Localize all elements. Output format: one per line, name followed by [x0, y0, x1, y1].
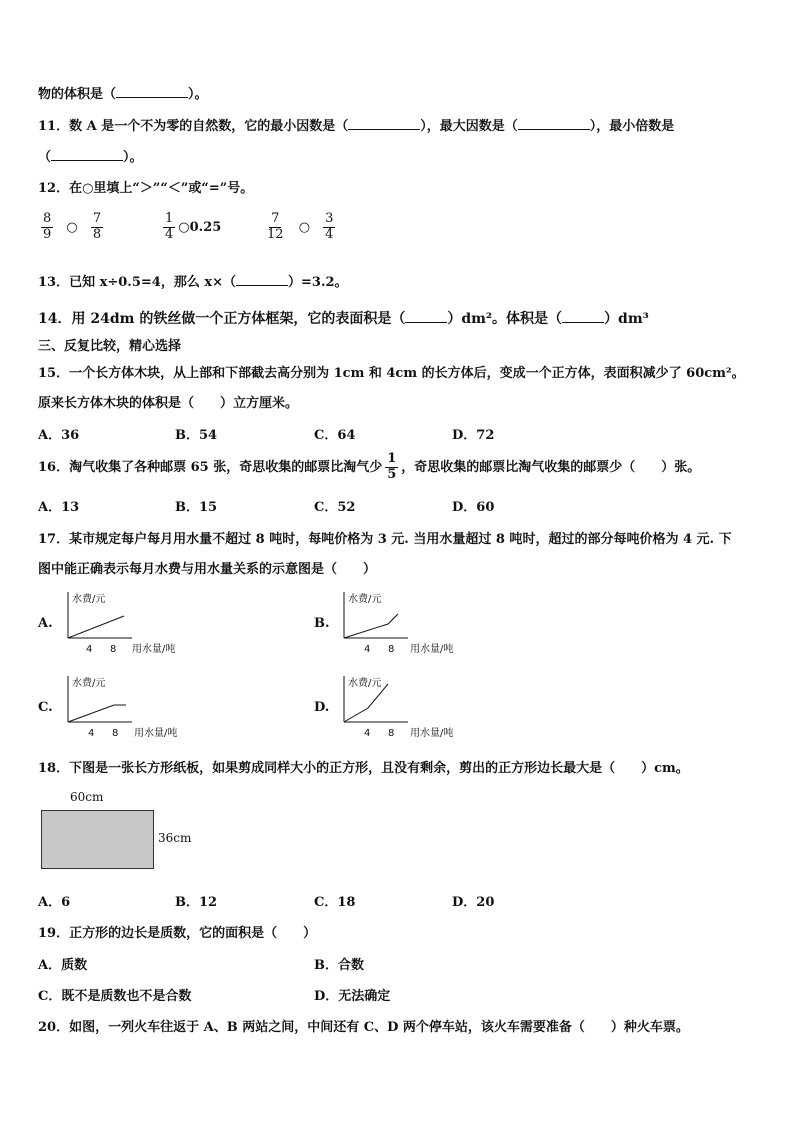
- option-a[interactable]: A．质数: [38, 958, 88, 973]
- option-d[interactable]: D．无法确定: [314, 989, 391, 1004]
- option-a[interactable]: A.: [38, 616, 53, 631]
- y-axis-label: 水费/元: [348, 594, 382, 605]
- question-15: 15．一个长方体木块，从上部和下部截去高分别为 1cm 和 4cm 的长方体后，变成一个正方体，表面积减少了 60cm²。: [38, 366, 745, 381]
- section-heading: 三、反复比较，精心选择: [38, 339, 182, 354]
- x-axis-label: 用水量/吨: [134, 728, 178, 739]
- option-d[interactable]: D．72: [452, 428, 495, 443]
- compare-circle[interactable]: ○: [178, 219, 190, 235]
- option-d[interactable]: D．60: [452, 500, 495, 515]
- question-17-cont: 图中能正确表示每月水费与用水量关系的示意图是（ ）: [38, 562, 377, 577]
- answer-blank[interactable]: [562, 310, 604, 323]
- answer-blank[interactable]: [518, 117, 590, 130]
- tick-label: 8: [110, 644, 117, 655]
- question-15-cont: 原来长方体木块的体积是（ ）立方厘米。: [38, 396, 299, 411]
- option-b[interactable]: B．合数: [314, 958, 364, 973]
- graph-d: [336, 674, 466, 740]
- cost-line: [344, 614, 398, 638]
- y-axis-label: 水费/元: [72, 594, 106, 605]
- answer-blank[interactable]: [348, 117, 420, 130]
- option-c[interactable]: C.: [38, 700, 53, 715]
- y-axis-label: 水费/元: [72, 678, 106, 689]
- q12-compare-2: $\frac{1}{4}$ ○0.25: [165, 211, 222, 242]
- tick-label: 8: [112, 728, 119, 739]
- fraction: $\frac{1}{5}$: [387, 451, 397, 482]
- graph-b: [336, 590, 466, 656]
- question-18: 18．下图是一张长方形纸板，如果剪成同样大小的正方形，且没有剩余，剪出的正方形边长最大是（ ）cm。: [38, 761, 689, 776]
- y-axis-label: 水费/元: [348, 678, 382, 689]
- answer-blank[interactable]: [236, 273, 288, 286]
- option-c[interactable]: C．18: [314, 895, 356, 910]
- answer-blank[interactable]: [405, 310, 447, 323]
- tick-label: 8: [388, 728, 395, 739]
- fraction: $\frac{8}{9}$: [43, 211, 52, 242]
- height-label: 36cm: [158, 831, 192, 845]
- tick-label: 4: [364, 644, 371, 655]
- tick-label: 4: [88, 728, 95, 739]
- question-11: 11．数 A 是一个不为零的自然数，它的最小因数是（ ），最大因数是（ ），最小倍数是: [38, 119, 675, 134]
- option-a[interactable]: A．36: [38, 428, 80, 443]
- question-17: 17．某市规定每户每月用水量不超过 8 吨时，每吨价格为 3 元. 当用水量超过 8 吨时，超过的部分每吨价格为 4 元. 下: [38, 532, 732, 547]
- x-axis-label: 用水量/吨: [410, 644, 454, 655]
- compare-circle[interactable]: ○: [66, 219, 78, 235]
- question-14: 14．用 24dm 的铁丝做一个正方体框架，它的表面积是（ ）dm²。体积是（ ）dm³: [38, 311, 649, 327]
- option-c[interactable]: C．64: [314, 428, 356, 443]
- tick-label: 8: [388, 644, 395, 655]
- graph-c: [60, 674, 190, 740]
- width-label: 60cm: [70, 790, 104, 804]
- cost-line: [68, 616, 124, 638]
- option-a[interactable]: A．13: [38, 500, 80, 515]
- option-c[interactable]: C．既不是质数也不是合数: [38, 989, 192, 1004]
- question-16: 16．淘气收集了各种邮票 65 张，奇思收集的邮票比淘气少 $\frac{1}{5}$ ，奇思收集的邮票比淘气收集的邮票少（ ）张。: [38, 451, 701, 482]
- q10-tail: 物的体积是（ ）。: [38, 87, 208, 102]
- q12-compare-3: [262, 212, 338, 243]
- fraction: $\frac{1}{4}$: [165, 211, 174, 242]
- option-d[interactable]: D．20: [452, 895, 495, 910]
- cardboard-rectangle: [41, 810, 154, 869]
- cost-line: [344, 684, 388, 722]
- option-d[interactable]: D.: [314, 700, 330, 715]
- tick-label: 4: [86, 644, 93, 655]
- compare-circle[interactable]: ○: [298, 219, 311, 235]
- question-12: 12．在○里填上“＞”“＜”或“=”号。: [38, 181, 254, 196]
- x-axis-label: 用水量/吨: [132, 644, 176, 655]
- option-b[interactable]: B．12: [175, 895, 218, 910]
- option-a[interactable]: A．6: [38, 895, 71, 910]
- option-b[interactable]: B.: [314, 616, 330, 631]
- graph-a: [60, 590, 190, 656]
- question-20: 20．如图，一列火车往返于 A、B 两站之间，中间还有 C、D 两个停车站，该火车需要准备（ ）种火车票。: [38, 1020, 689, 1035]
- cost-line: [68, 705, 126, 722]
- answer-blank[interactable]: [51, 148, 123, 161]
- option-b[interactable]: B．54: [175, 428, 218, 443]
- question-13: 13．已知 x÷0.5=4，那么 x×（ ）=3.2。: [38, 275, 348, 290]
- question-11-cont: （ ）。: [38, 150, 143, 165]
- fraction: $\frac{7}{8}$: [92, 211, 102, 242]
- fraction: $\frac{3}{4}$: [325, 211, 334, 242]
- fraction: $\frac{7}{12}$: [267, 211, 284, 242]
- tick-label: 4: [364, 728, 371, 739]
- option-c[interactable]: C．52: [314, 500, 356, 515]
- answer-blank[interactable]: [116, 85, 188, 98]
- q12-compare-1: [38, 212, 106, 243]
- x-axis-label: 用水量/吨: [410, 728, 454, 739]
- option-b[interactable]: B．15: [175, 500, 218, 515]
- question-19: 19．正方形的边长是质数，它的面积是（ ）: [38, 926, 317, 941]
